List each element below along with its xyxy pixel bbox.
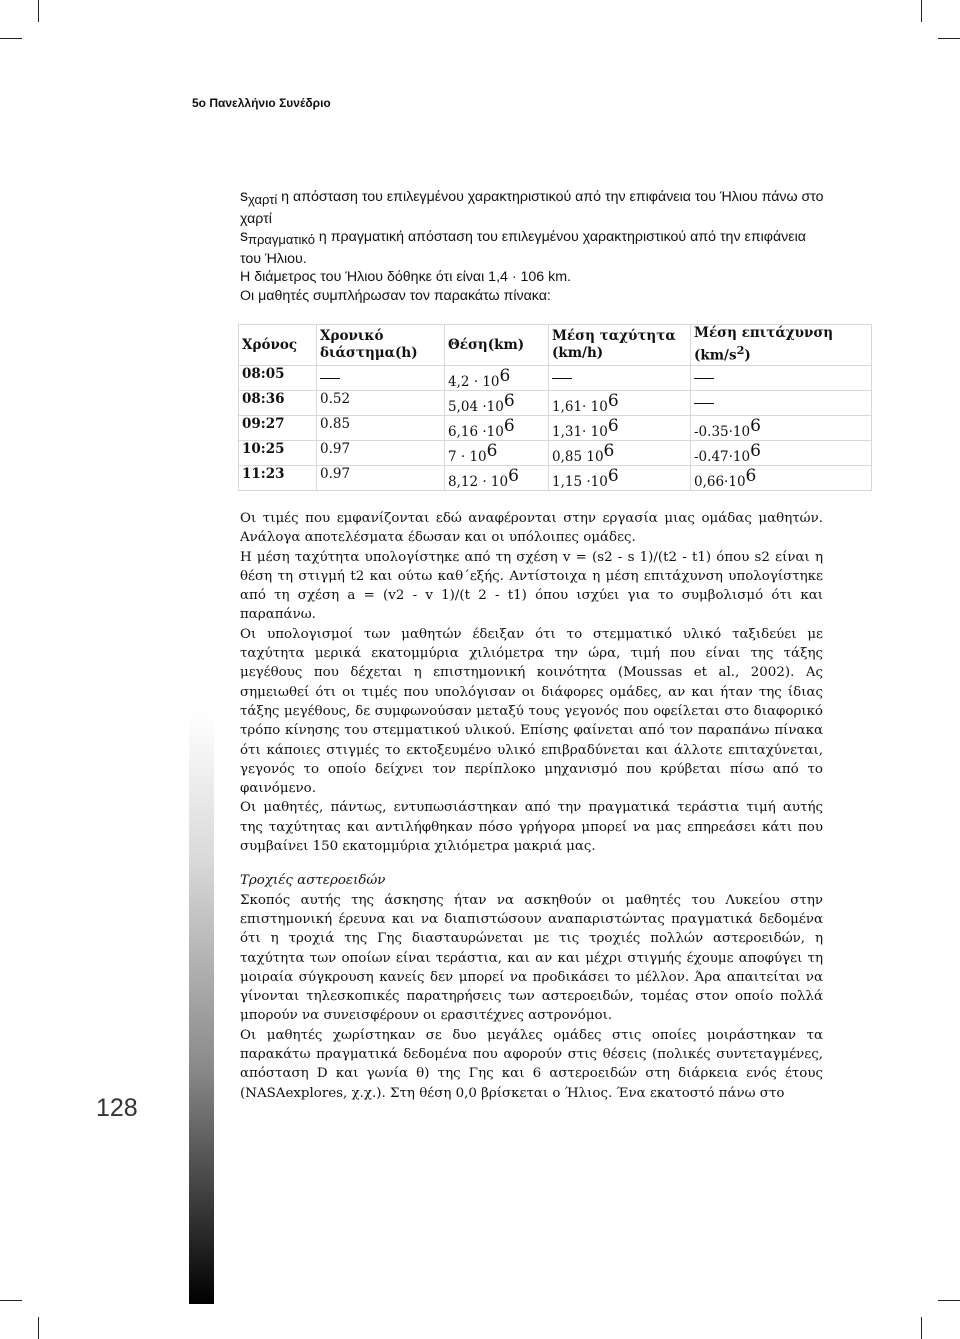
cell-time: 11:23 [239,466,317,491]
cell-velocity: 1,15 ·106 [549,466,691,491]
table-intro: Οι μαθητές συμπλήρωσαν τον παρακάτω πίνακα: [240,287,551,304]
crop-mark [938,38,960,39]
crop-mark [0,38,22,39]
cell-position: 5,04 ·106 [445,391,549,416]
cell-acceleration: -0.35·106 [691,416,872,441]
cell-velocity: 1,61· 106 [549,391,691,416]
crop-mark [38,1317,39,1339]
symbol-s: $s_{\chi\alpha\rho\tau ί}$ [240,188,278,207]
cell-position: 6,16 ·106 [445,416,549,441]
cell-acceleration [691,391,872,416]
table-header-row [239,325,872,366]
cell-velocity [549,366,691,391]
cell-interval: 0.52 [317,391,445,416]
paragraph: Οι μαθητές, πάντως, εντυπωσιάστηκαν από την πραγματικά τεράστια τιμή αυτής της ταχύτητας και αντιλήφθηκαν πόσο γρήγορα μπορεί να μας επηρεάσει κάτι που συμβαίνει 150 εκατομμύρια χιλιόμετρα μακριά μας. [240,800,823,855]
cell-position: 4,2 · 106 [445,366,549,391]
header-interval: Χρονικό διάστημα(h) [317,325,445,366]
crop-mark [0,1300,22,1301]
cell-acceleration [691,366,872,391]
paragraph: Σκοπός αυτής της άσκησης ήταν να ασκηθούν οι μαθητές του Λυκείου στην επιστημονική έρευνα και να διαπιστώσουν αναπαριστώντας πραγματικά δεδομένα ότι η τροχιά της Γης διασταυρώνεται με τις τροχιές πολλών αστεροειδών, η ταχύτητα των οποίων είναι τεράστια, και αν και μέχρι στιγμής έχουμε αποφύγει τη μοιραία σύγκρουση κανείς δεν μπορεί να προδικάσει το μέλλον. Άρα απαιτείται να γίνονται τηλεσκοπικές παρατηρήσεις των αστεροειδών, τομέας στον οποίο πολλά μπορούν να συνεισφέρουν οι ερασιτέχνες αστρονόμοι. [240,892,823,1024]
crop-mark [938,1300,960,1301]
cell-position: 8,12 · 106 [445,466,549,491]
dash-mark [694,366,714,379]
margin-gradient-bar [189,712,214,1304]
header-time: Χρόνος [239,325,317,366]
cell-velocity: 0,85 106 [549,441,691,466]
dash-mark [320,366,340,379]
crop-mark [921,0,922,22]
crop-mark [921,1317,922,1339]
header-acceleration: Μέση επιτάχυνση $(km/s^2)$ [691,325,872,366]
table-row [239,466,872,491]
cell-velocity: 1,31· 106 [549,416,691,441]
cell-interval: 0.97 [317,441,445,466]
intro-definitions [240,188,830,305]
cell-acceleration: -0.47·106 [691,441,872,466]
running-head: 5ο Πανελλήνιο Συνέδριο [192,96,331,110]
symbol-s: $s_{\pi\rho\alpha\gamma\mu\alpha\tau\iota\kappa ό}$ [240,228,315,247]
cell-position: 7 · 106 [445,441,549,466]
table-row [239,441,872,466]
definition-s-map: $s_{\chi\alpha\rho\tau ί}$ η απόσταση του επιλεγμένου χαρακτηριστικού από την επιφάνεια του Ήλιου πάνω στο χαρτί [240,188,824,227]
header-velocity: Μέση ταχύτητα (km/h) [549,325,691,366]
cell-interval: 0.85 [317,416,445,441]
table-row [239,416,872,441]
body-text [240,509,823,1103]
page-number: 128 [96,1094,138,1122]
cell-time: 08:36 [239,391,317,416]
dash-mark [694,391,714,404]
table-row [239,366,872,391]
cell-time: 09:27 [239,416,317,441]
definition-s-real: $s_{\pi\rho\alpha\gamma\mu\alpha\tau\iota\kappa ό}$ η πραγματική απόσταση του επιλεγμένου χαρακτηριστικού από την επιφάνεια του Ήλιου. [240,228,806,267]
cell-interval: 0.97 [317,466,445,491]
cell-time: 10:25 [239,441,317,466]
paragraph: Οι μαθητές χωρίστηκαν σε δυο μεγάλες ομάδες στις οποίες μοιράστηκαν τα παρακάτω πραγματικά δεδομένα που αφορούν στις θέσεις (πολικές συντεταγμένες, απόσταση D και γωνία θ) της Γης και 6 αστεροειδών στη διάρκεια ενός έτους (NASAexplores, χ.χ.). Στη θέση 0,0 βρίσκεται ο Ήλιος. Ένα εκατοστό πάνω στο [240,1027,823,1101]
paragraph: Οι τιμές που εμφανίζονται εδώ αναφέρονται στην εργασία μιας ομάδας μαθητών. Ανάλογα αποτελέσματα έδωσαν και οι υπόλοιπες ομάδες. [240,511,823,546]
sun-diameter: Η διάμετρος του Ήλιου δόθηκε ότι είναι 1,4 · 106 km. [240,269,571,285]
table-row [239,391,872,416]
cell-interval [317,366,445,391]
header-position: Θέση(km) [445,325,549,366]
section-title: Τροχιές αστεροειδών [240,873,386,889]
crop-mark [38,0,39,22]
dash-mark [552,366,572,379]
cell-time: 08:05 [239,366,317,391]
observation-table [238,324,872,491]
cell-acceleration: 0,66·106 [691,466,872,491]
paragraph: Οι υπολογισμοί των μαθητών έδειξαν ότι το στεμματικό υλικό ταξιδεύει με ταχύτητα μερικά εκατομμύρια χιλιόμετρα την ώρα, τιμή που είναι της τάξης μεγέθους που δέχεται η επιστημονική κοινότητα (Moussas et al., 2002). Ας σημειωθεί ότι οι τιμές που υπολόγισαν οι διάφορες ομάδες, αν και ήταν της ίδιας τάξης μεγέθους, δε συμφωνούσαν μεταξύ τους γεγονός που οφείλεται στο διαφορικό τρόπο κίνησης του στεμματικού υλικού. Επίσης φαίνεται από τον παραπάνω πίνακα ότι κάποιες στιγμές το εκτοξευμένο υλικό επιβραδύνεται και άλλοτε επιταχύνεται, γεγονός το οποίο δείχνει τον περίπλοκο μηχανισμό που κρύβεται πίσω από το φαινόμενο. [240,626,823,797]
paragraph: Η μέση ταχύτητα υπολογίστηκε από τη σχέση v = (s2 - s 1)/(t2 - t1) όπου s2 είναι η θέση τη στιγμή t2 και ούτω καθ΄εξής. Αντίστοιχα η μέση επιτάχυνση υπολογίστηκε από τη σχέση a = (v2 - v 1)/(t 2 - t1) όπου ισχύει για το συμβολισμό ότι και παραπάνω. [240,549,823,623]
